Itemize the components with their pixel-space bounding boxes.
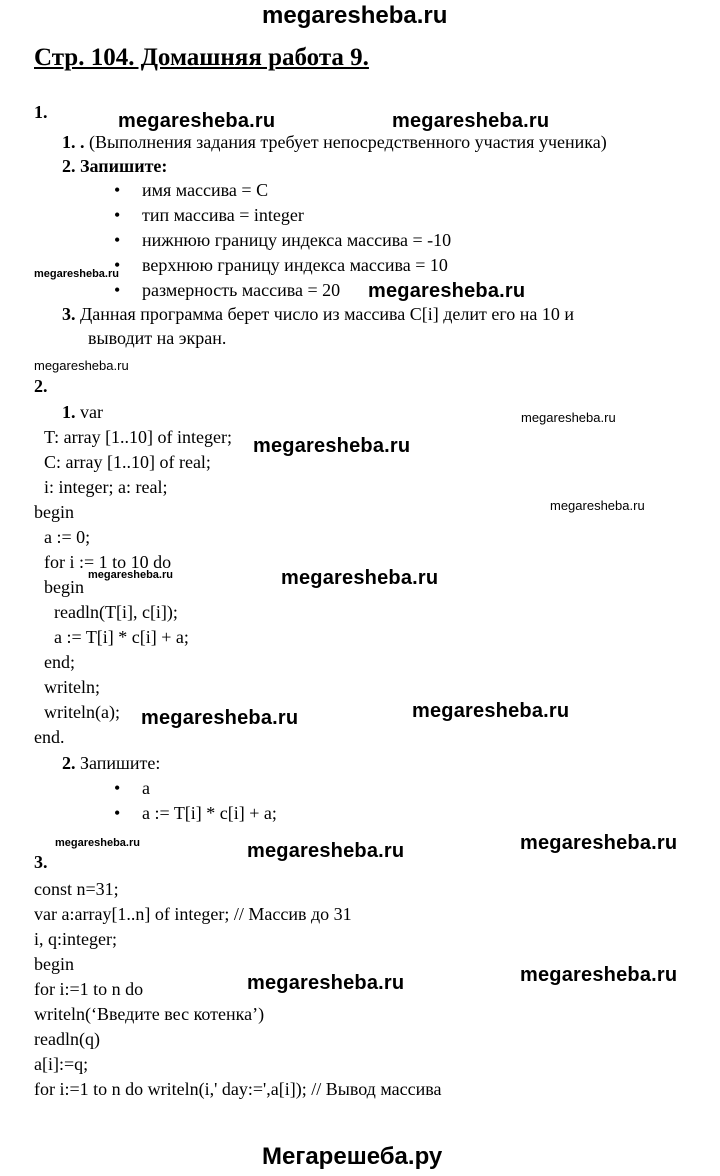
watermark: megaresheba.ru bbox=[34, 358, 129, 373]
site-header[interactable]: megaresheba.ru bbox=[262, 2, 448, 29]
task-1-item-1 bbox=[62, 130, 607, 154]
code-line-7: for i := 1 to 10 do bbox=[44, 552, 172, 572]
code-line: var bbox=[80, 402, 103, 422]
watermark: megaresheba.ru bbox=[368, 280, 526, 302]
task-2-item-2 bbox=[62, 751, 160, 775]
code-line-13: writeln(a); bbox=[44, 702, 120, 722]
task-1-item-3-line-2: выводит на экран. bbox=[88, 328, 227, 348]
watermark: megaresheba.ru bbox=[412, 700, 570, 722]
watermark: megaresheba.ru bbox=[520, 832, 678, 854]
watermark: megaresheba.ru bbox=[521, 410, 616, 425]
watermark: megaresheba.ru bbox=[253, 435, 411, 457]
watermark: megaresheba.ru bbox=[141, 707, 299, 729]
item-text: Запишите: bbox=[80, 156, 168, 176]
watermark: megaresheba.ru bbox=[55, 837, 140, 849]
task-3-code-7: readln(q) bbox=[34, 1029, 100, 1049]
task-1-item-3 bbox=[62, 302, 574, 326]
task-1-number: 1. bbox=[34, 102, 48, 122]
task-3-code-5: for i:=1 to n do bbox=[34, 979, 144, 999]
watermark: megaresheba.ru bbox=[247, 972, 405, 994]
task-3-code-3: i, q:integer; bbox=[34, 929, 117, 949]
page-title: Стр. 104. Домашняя работа 9. bbox=[34, 44, 369, 71]
item-text: Запишите: bbox=[80, 753, 161, 773]
code-line-8: begin bbox=[44, 577, 84, 597]
code-line-9: readln(T[i], c[i]); bbox=[54, 602, 178, 622]
item-number: 2. bbox=[62, 156, 76, 176]
watermark: megaresheba.ru bbox=[247, 840, 405, 862]
task-3-code-6: writeln(‘Введите вес котенка’) bbox=[34, 1004, 265, 1024]
task-1-bullet-1: • имя массива = С bbox=[142, 178, 268, 202]
watermark: megaresheba.ru bbox=[392, 110, 550, 132]
code-line-5: begin bbox=[34, 502, 74, 522]
watermark: megaresheba.ru bbox=[118, 110, 276, 132]
item-number: 3. bbox=[62, 304, 76, 324]
task-2-item-1 bbox=[62, 400, 103, 424]
item-number: 2. bbox=[62, 753, 76, 773]
task-3-code-2: var a:array[1..n] of integer; // Массив до 31 bbox=[34, 904, 352, 924]
task-3-code-1: const n=31; bbox=[34, 879, 119, 899]
item-text: (Выполнения задания требует непосредственного участия ученика) bbox=[84, 132, 607, 152]
code-line-2: T: array [1..10] of integer; bbox=[44, 427, 233, 447]
task-2-number: 2. bbox=[34, 376, 48, 396]
item-number: 1. bbox=[62, 402, 76, 422]
task-1-item-2 bbox=[62, 154, 167, 178]
watermark: megaresheba.ru bbox=[281, 567, 439, 589]
task-3-code-4: begin bbox=[34, 954, 74, 974]
item-number: 1. bbox=[62, 132, 76, 152]
code-line-3: C: array [1..10] of real; bbox=[44, 452, 211, 472]
watermark: megaresheba.ru bbox=[550, 498, 645, 513]
task-1-bullet-5: • размерность массива = 20 bbox=[142, 278, 340, 302]
code-line-6: a := 0; bbox=[44, 527, 91, 547]
item-text: Данная программа берет число из массива C[i] делит его на 10 и bbox=[80, 304, 575, 324]
watermark: megaresheba.ru bbox=[88, 569, 173, 581]
task-1-bullet-4: • верхнюю границу индекса массива = 10 bbox=[142, 253, 448, 277]
task-1-bullet-2: • тип массива = integer bbox=[142, 203, 304, 227]
task-2-bullet-2: • a := T[i] * c[i] + a; bbox=[142, 801, 277, 825]
code-line-12: writeln; bbox=[44, 677, 100, 697]
watermark: megaresheba.ru bbox=[34, 268, 119, 280]
site-footer[interactable]: Мегарешеба.ру bbox=[262, 1143, 443, 1170]
task-3-code-8: a[i]:=q; bbox=[34, 1054, 89, 1074]
code-line-11: end; bbox=[44, 652, 75, 672]
watermark: megaresheba.ru bbox=[520, 964, 678, 986]
task-1-bullet-3: • нижнюю границу индекса массива = -10 bbox=[142, 228, 451, 252]
item-bold-dot: . bbox=[80, 132, 85, 152]
task-2-bullet-1: • a bbox=[142, 776, 150, 800]
code-line-4: i: integer; a: real; bbox=[44, 477, 168, 497]
code-line-10: a := T[i] * c[i] + a; bbox=[54, 627, 189, 647]
code-line-14: end. bbox=[34, 727, 65, 747]
task-3-number: 3. bbox=[34, 852, 48, 872]
task-3-code-9: for i:=1 to n do writeln(i,' day:=',a[i]); // Вывод массива bbox=[34, 1079, 442, 1099]
